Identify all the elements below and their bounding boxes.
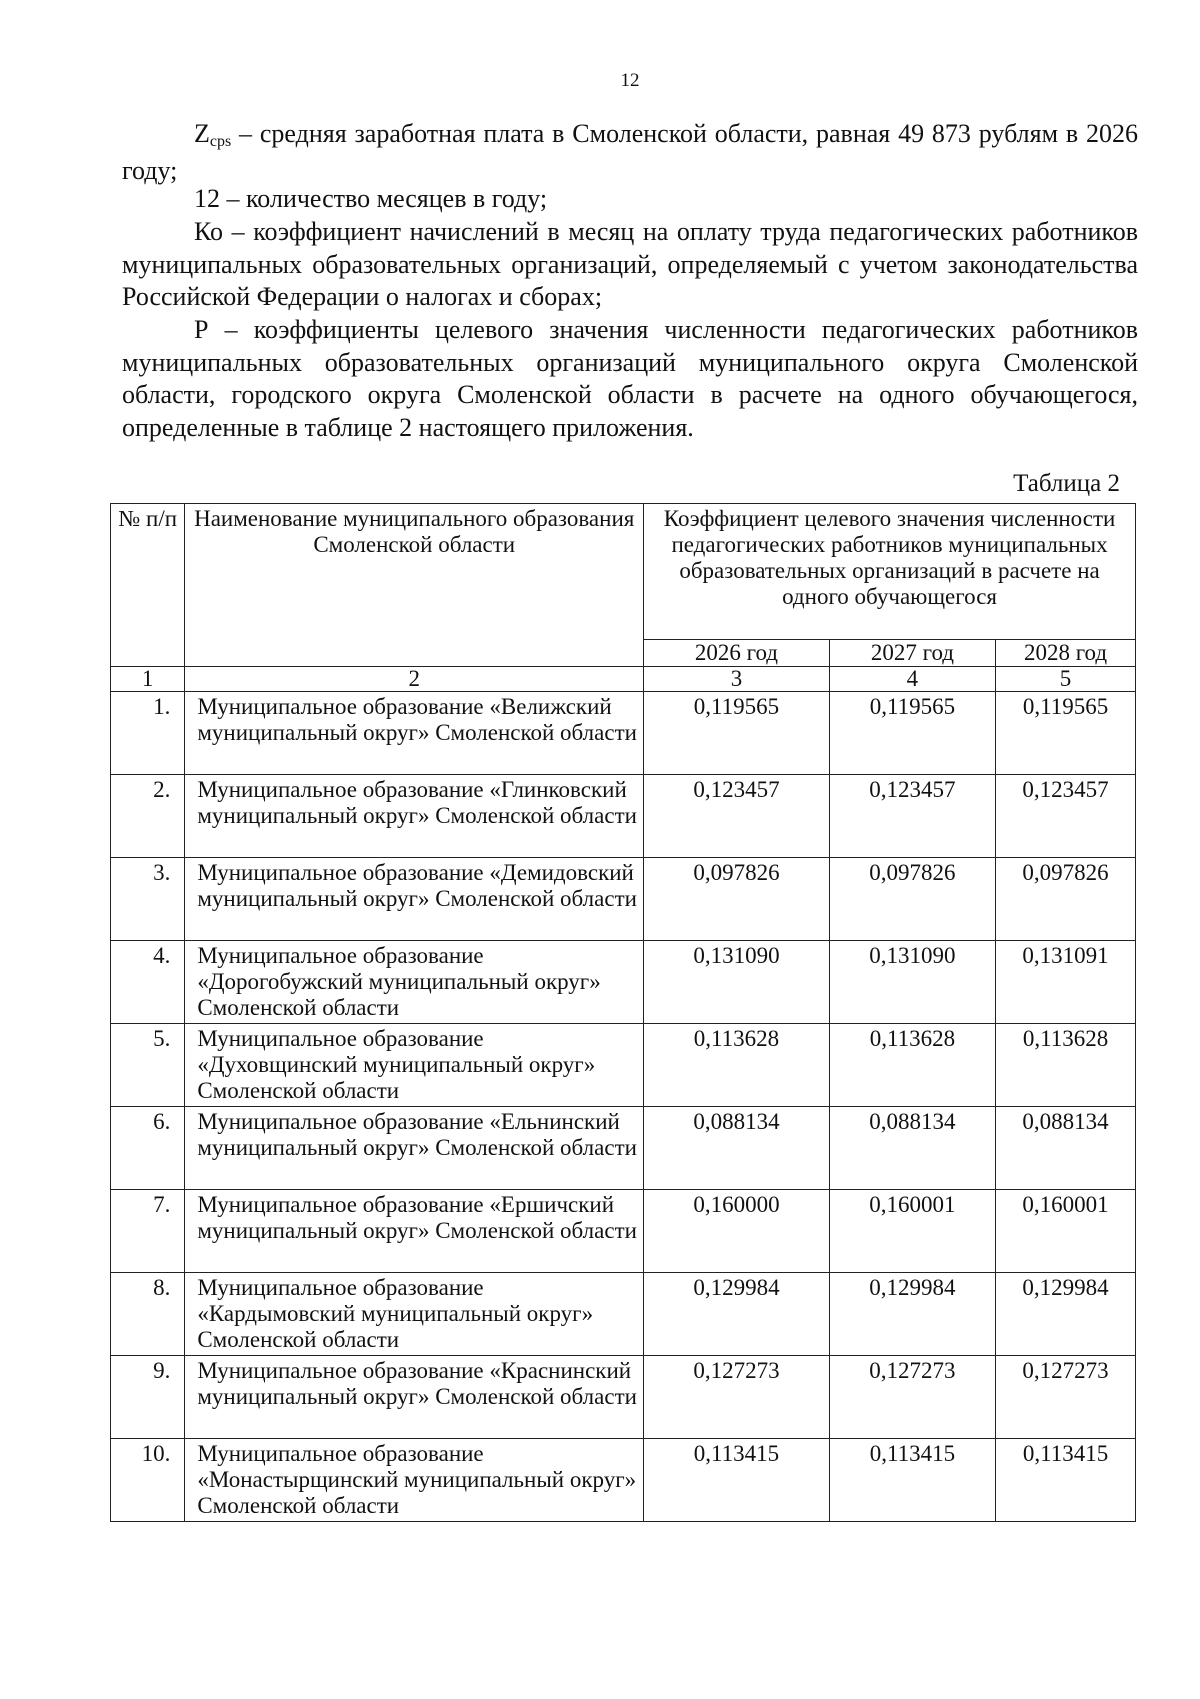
- zcps-definition: – средняя заработная плата в Смоленской области, равная 49 873 рублям в 2026 году;: [122, 119, 1138, 185]
- header-name: Наименование муниципального образования Смоленской области: [185, 504, 644, 667]
- column-number: 3: [644, 667, 830, 692]
- row-number: 8.: [111, 1273, 185, 1356]
- row-municipality-name: Муниципальное образование «Ельнинский муниципальный округ» Смоленской области: [185, 1107, 644, 1190]
- row-value-2028: 0,160001: [996, 1190, 1136, 1273]
- row-value-2026: 0,113628: [644, 1024, 830, 1107]
- table-row: [111, 858, 1136, 941]
- header-num: № п/п: [111, 504, 185, 667]
- row-number: 5.: [111, 1024, 185, 1107]
- table-row: [111, 1273, 1136, 1356]
- row-value-2027: 0,113628: [829, 1024, 995, 1107]
- zcps-subscript: срs: [209, 133, 232, 150]
- row-value-2028: 0,113415: [996, 1439, 1136, 1522]
- row-number: 6.: [111, 1107, 185, 1190]
- column-number: 1: [111, 667, 185, 692]
- row-municipality-name: Муниципальное образование «Краснинский муниципальный округ» Смоленской области: [185, 1356, 644, 1439]
- table-row: [111, 775, 1136, 858]
- row-value-2028: 0,129984: [996, 1273, 1136, 1356]
- row-value-2026: 0,131090: [644, 941, 830, 1024]
- row-value-2027: 0,097826: [829, 858, 995, 941]
- column-number: 2: [185, 667, 644, 692]
- row-number: 9.: [111, 1356, 185, 1439]
- table-row: [111, 941, 1136, 1024]
- row-number: 10.: [111, 1439, 185, 1522]
- row-value-2028: 0,119565: [996, 692, 1136, 775]
- row-municipality-name: Муниципальное образование «Велижский муниципальный округ» Смоленской области: [185, 692, 644, 775]
- column-number: 5: [996, 667, 1136, 692]
- row-value-2027: 0,119565: [829, 692, 995, 775]
- table-row: [111, 1439, 1136, 1522]
- table-row: [111, 1190, 1136, 1273]
- row-number: 7.: [111, 1190, 185, 1273]
- row-number: 2.: [111, 775, 185, 858]
- header-year-2026: 2026 год: [644, 640, 830, 667]
- table-row: [111, 692, 1136, 775]
- row-value-2026: 0,119565: [644, 692, 830, 775]
- row-value-2027: 0,160001: [829, 1190, 995, 1273]
- row-municipality-name: Муниципальное образование «Дорогобужский муниципальный округ» Смоленской области: [185, 941, 644, 1024]
- table-row: [111, 1356, 1136, 1439]
- row-value-2027: 0,088134: [829, 1107, 995, 1190]
- row-value-2028: 0,131091: [996, 941, 1136, 1024]
- row-municipality-name: Муниципальное образование «Духовщинский муниципальный округ» Смоленской области: [185, 1024, 644, 1107]
- paragraph-zcps: [122, 118, 1138, 187]
- row-number: 3.: [111, 858, 185, 941]
- row-value-2027: 0,123457: [829, 775, 995, 858]
- zcps-symbol: Z: [194, 119, 210, 148]
- header-coefficient: Коэффициент целевого значения численности педагогических работников муниципальных образовательных организаций в расчете на одного обучающегося: [644, 504, 1136, 640]
- row-municipality-name: Муниципальное образование «Ершичский муниципальный округ» Смоленской области: [185, 1190, 644, 1273]
- row-value-2028: 0,123457: [996, 775, 1136, 858]
- row-municipality-name: Муниципальное образование «Кардымовский муниципальный округ» Смоленской области: [185, 1273, 644, 1356]
- table-header-row: [111, 504, 1136, 640]
- row-value-2027: 0,131090: [829, 941, 995, 1024]
- row-value-2026: 0,097826: [644, 858, 830, 941]
- row-number: 4.: [111, 941, 185, 1024]
- row-municipality-name: Муниципальное образование «Монастырщинский муниципальный округ» Смоленской области: [185, 1439, 644, 1522]
- header-year-2028: 2028 год: [996, 640, 1136, 667]
- row-value-2026: 0,113415: [644, 1439, 830, 1522]
- row-value-2026: 0,160000: [644, 1190, 830, 1273]
- row-value-2028: 0,113628: [996, 1024, 1136, 1107]
- coefficients-table: [110, 503, 1136, 1522]
- row-value-2027: 0,129984: [829, 1273, 995, 1356]
- row-value-2026: 0,123457: [644, 775, 830, 858]
- paragraph-months: 12 – количество месяцев в году;: [194, 184, 548, 213]
- row-number: 1.: [111, 692, 185, 775]
- column-number-row: [111, 667, 1136, 692]
- row-municipality-name: Муниципальное образование «Демидовский муниципальный округ» Смоленской области: [185, 858, 644, 941]
- row-value-2028: 0,097826: [996, 858, 1136, 941]
- column-number: 4: [829, 667, 995, 692]
- row-value-2026: 0,127273: [644, 1356, 830, 1439]
- row-value-2028: 0,088134: [996, 1107, 1136, 1190]
- row-value-2027: 0,127273: [829, 1356, 995, 1439]
- paragraph-p: Р – коэффициенты целевого значения численности педагогических работников муниципальных образовательных организаций муниципального округа Смоленской области, городского округа Смоленской области в расчете на одного обучающегося, определенные в таблице 2 настоящего приложения.: [122, 315, 1138, 442]
- table-row: [111, 1024, 1136, 1107]
- row-value-2027: 0,113415: [829, 1439, 995, 1522]
- row-value-2026: 0,088134: [644, 1107, 830, 1190]
- row-municipality-name: Муниципальное образование «Глинковский муниципальный округ» Смоленской области: [185, 775, 644, 858]
- table-row: [111, 1107, 1136, 1190]
- page-number: 12: [620, 70, 640, 91]
- header-year-2027: 2027 год: [829, 640, 995, 667]
- row-value-2026: 0,129984: [644, 1273, 830, 1356]
- table-caption: Таблица 2: [1013, 470, 1120, 497]
- paragraph-ko: Ко – коэффициент начислений в месяц на оплату труда педагогических работников муниципальных образовательных организаций, определяемый с учетом законодательства Российской Федерации о налогах и сборах;: [122, 217, 1138, 311]
- row-value-2028: 0,127273: [996, 1356, 1136, 1439]
